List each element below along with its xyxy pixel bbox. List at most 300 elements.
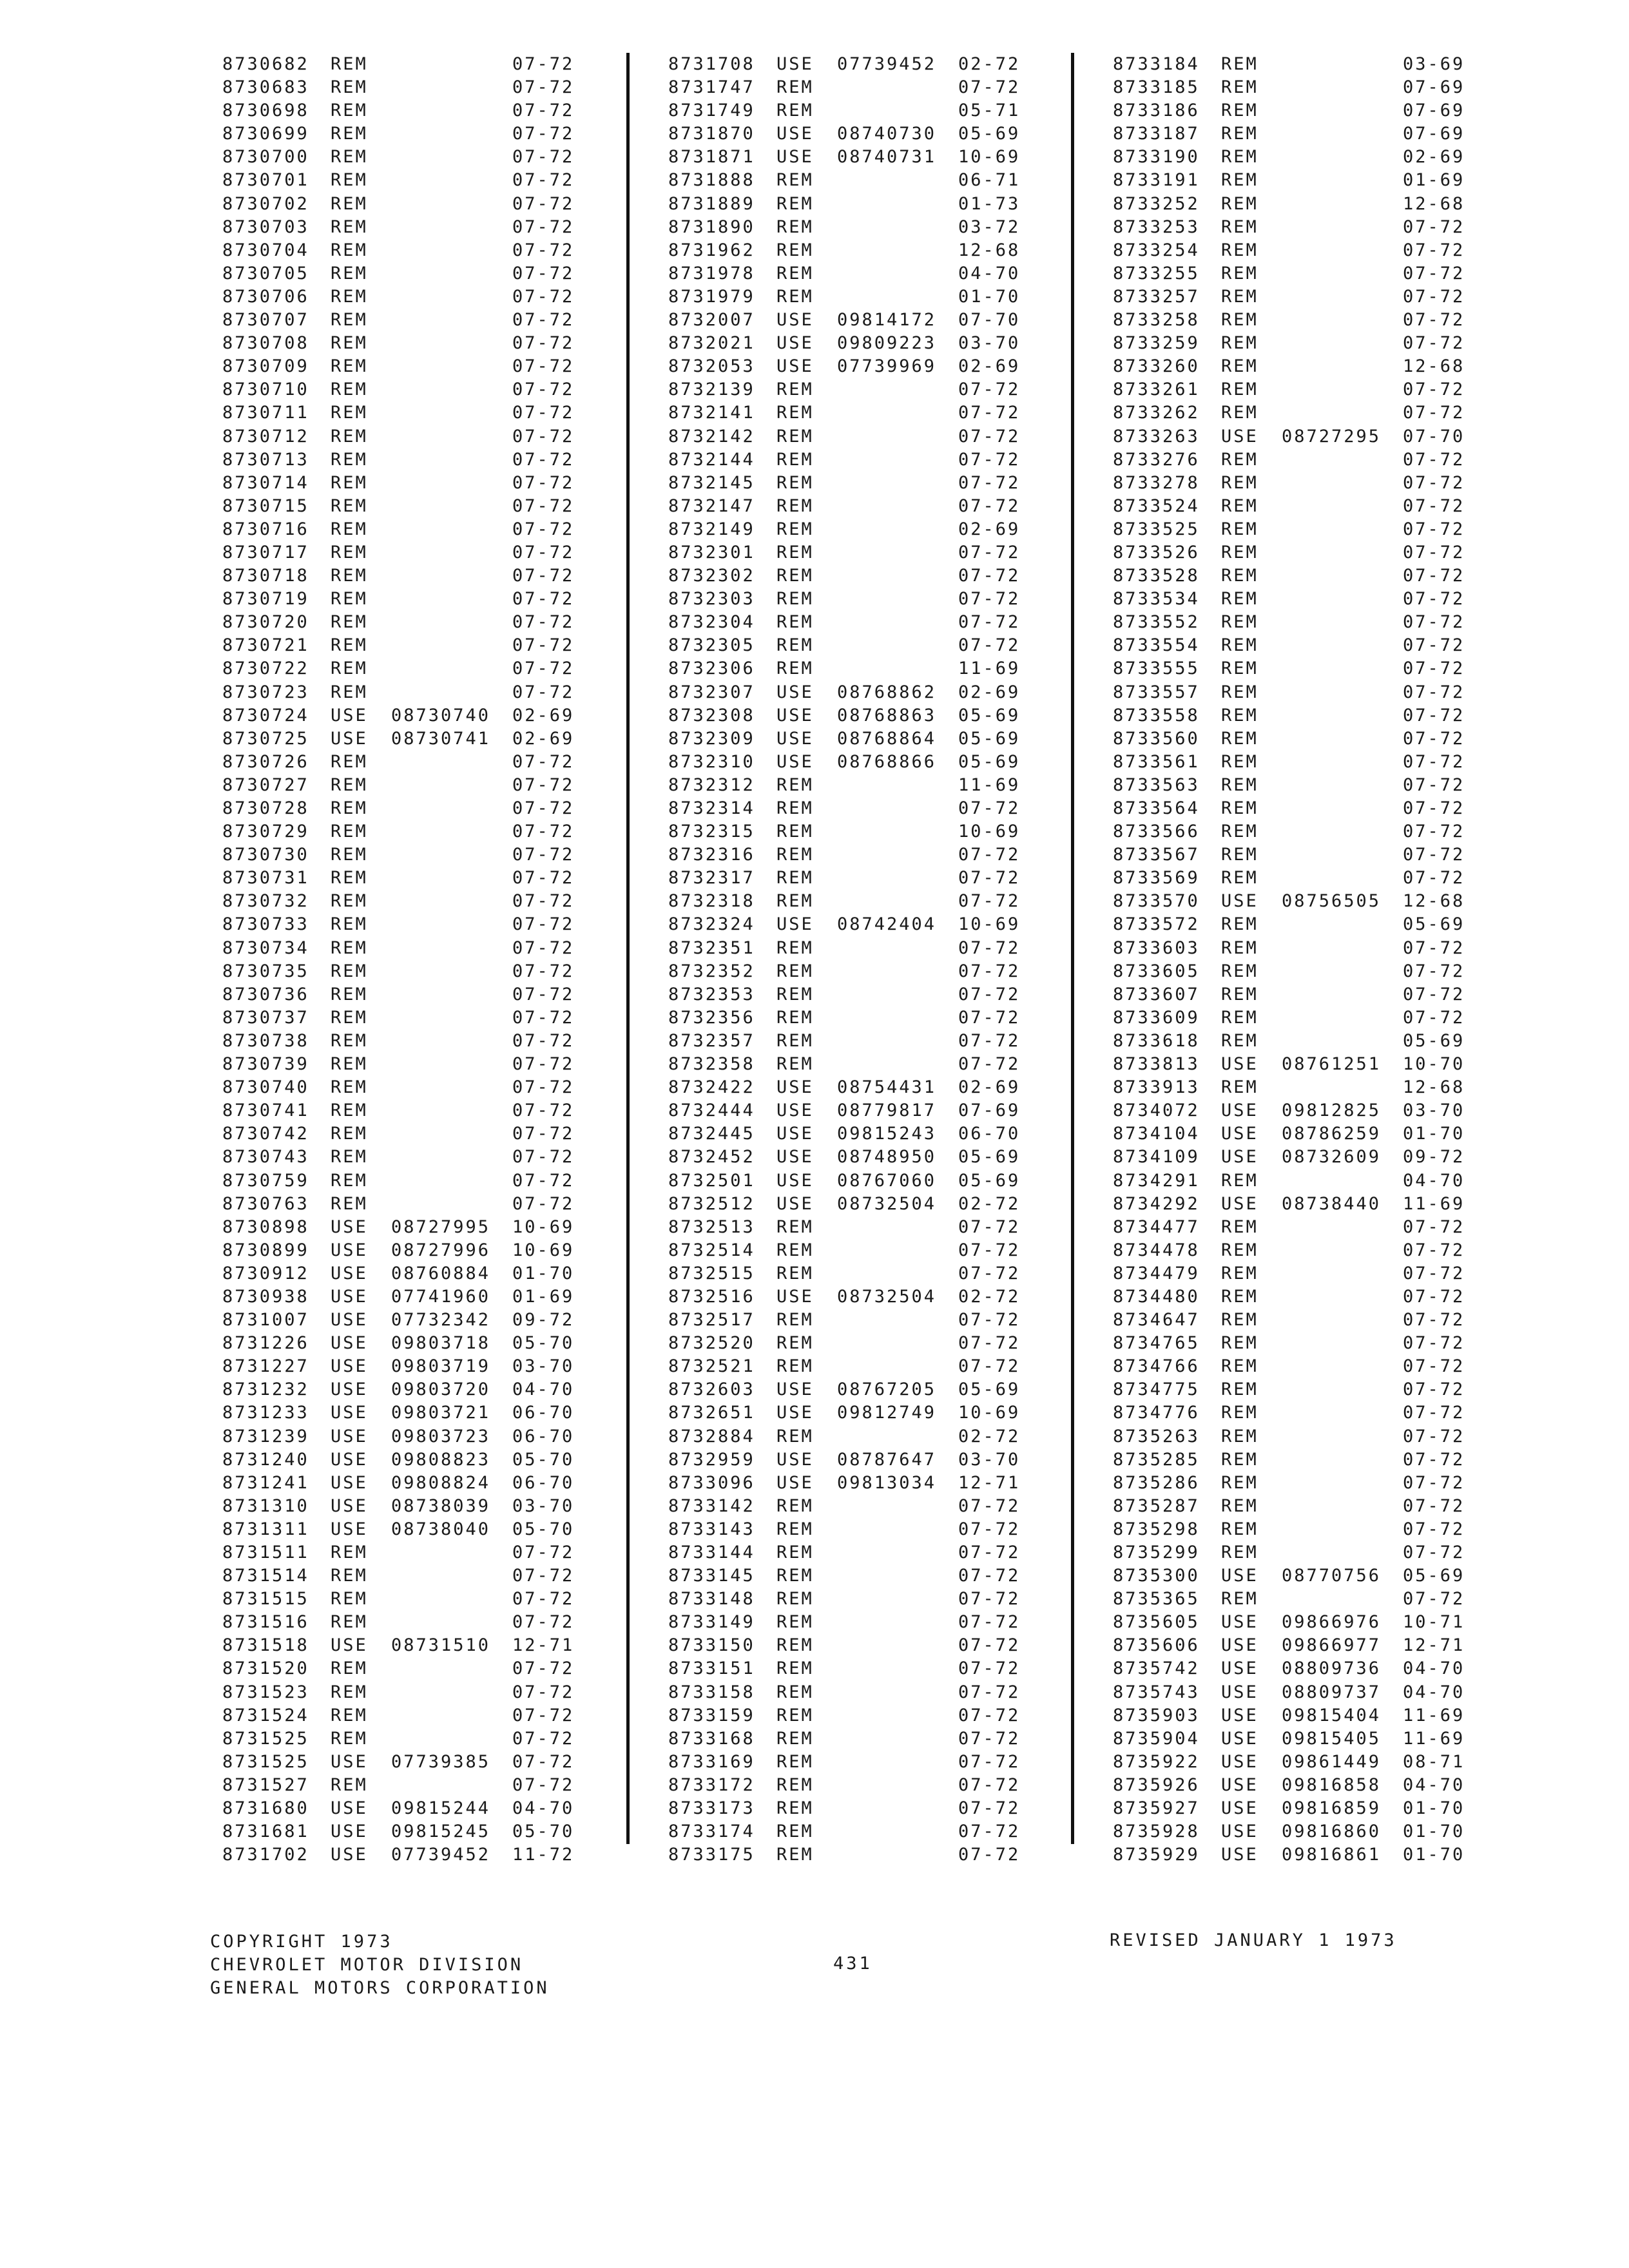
- replacement-part-number: 09815405: [1282, 1728, 1382, 1749]
- action-code: REM: [331, 1658, 368, 1679]
- part-number: 8733168: [668, 1728, 755, 1749]
- change-date: 12-68: [1403, 193, 1465, 214]
- change-date: 02-72: [958, 54, 1021, 74]
- action-code: REM: [776, 101, 814, 121]
- part-number: 8733526: [1113, 542, 1200, 562]
- footer-copyright-block: [210, 1930, 550, 2000]
- part-number: 8731871: [668, 147, 755, 168]
- action-code: REM: [1221, 1286, 1258, 1307]
- action-code: REM: [331, 403, 368, 423]
- part-number: 8730736: [222, 984, 309, 1004]
- part-row: [222, 1264, 583, 1287]
- change-date: 07-69: [958, 1100, 1021, 1121]
- replacement-part-number: 09812749: [837, 1403, 937, 1423]
- action-code: REM: [1221, 1379, 1258, 1400]
- part-number: 8730734: [222, 937, 309, 958]
- change-date: 07-72: [958, 1216, 1021, 1237]
- change-date: 07-72: [958, 1333, 1021, 1354]
- action-code: REM: [1221, 868, 1258, 889]
- action-code: USE: [1221, 1635, 1258, 1656]
- part-number: 8731511: [222, 1542, 309, 1562]
- action-code: REM: [331, 589, 368, 610]
- change-date: 11-69: [1403, 1728, 1465, 1749]
- part-row: [668, 1706, 1029, 1729]
- part-row: [1113, 77, 1474, 101]
- part-row: [222, 101, 583, 124]
- change-date: 10-69: [958, 914, 1021, 935]
- action-code: USE: [776, 914, 814, 935]
- part-number: 8735927: [1113, 1798, 1200, 1819]
- replacement-part-number: 09803723: [391, 1426, 491, 1446]
- part-row: [668, 356, 1029, 380]
- part-number: 8735286: [1113, 1472, 1200, 1493]
- change-date: 07-72: [1403, 472, 1465, 493]
- change-date: 02-69: [958, 356, 1021, 377]
- action-code: REM: [776, 1356, 814, 1377]
- action-code: REM: [776, 240, 814, 260]
- part-number: 8734765: [1113, 1333, 1200, 1354]
- part-number: 8733555: [1113, 658, 1200, 679]
- part-number: 8733260: [1113, 356, 1200, 377]
- change-date: 07-72: [512, 658, 575, 679]
- part-row: [1113, 264, 1474, 287]
- action-code: REM: [331, 1100, 368, 1121]
- action-code: REM: [1221, 472, 1258, 493]
- part-number: 8735903: [1113, 1705, 1200, 1725]
- change-date: 07-72: [958, 1682, 1021, 1702]
- part-number: 8733561: [1113, 751, 1200, 772]
- part-number: 8735605: [1113, 1612, 1200, 1633]
- part-row: [222, 566, 583, 589]
- change-date: 07-70: [1403, 426, 1465, 447]
- part-number: 8731241: [222, 1472, 309, 1493]
- action-code: REM: [776, 1426, 814, 1446]
- part-number: 8731747: [668, 77, 755, 98]
- part-row: [668, 543, 1029, 566]
- part-row: [222, 1194, 583, 1217]
- part-row: [222, 1379, 583, 1403]
- change-date: 01-69: [512, 1286, 575, 1307]
- change-date: 02-69: [958, 1077, 1021, 1098]
- change-date: 07-72: [958, 845, 1021, 865]
- part-number: 8731232: [222, 1379, 309, 1400]
- change-date: 07-72: [512, 589, 575, 610]
- part-row: [668, 427, 1029, 450]
- part-row: [222, 54, 583, 77]
- part-row: [668, 450, 1029, 473]
- action-code: USE: [1221, 1751, 1258, 1772]
- action-code: REM: [1221, 1170, 1258, 1191]
- part-number: 8733524: [1113, 495, 1200, 516]
- change-date: 07-72: [958, 891, 1021, 912]
- action-code: REM: [331, 1007, 368, 1028]
- part-row: [222, 1635, 583, 1658]
- action-code: USE: [776, 1147, 814, 1168]
- replacement-part-number: 08809737: [1282, 1682, 1382, 1702]
- part-row: [668, 1845, 1029, 1868]
- change-date: 06-71: [958, 170, 1021, 191]
- change-date: 07-72: [512, 380, 575, 400]
- part-number: 8730727: [222, 774, 309, 795]
- part-row: [1113, 612, 1474, 635]
- part-number: 8735926: [1113, 1774, 1200, 1795]
- part-row: [668, 1124, 1029, 1147]
- action-code: REM: [1221, 937, 1258, 958]
- part-row: [668, 1403, 1029, 1426]
- action-code: USE: [776, 1379, 814, 1400]
- change-date: 07-72: [512, 1124, 575, 1144]
- change-date: 07-72: [512, 101, 575, 121]
- part-row: [1113, 1658, 1474, 1682]
- action-code: USE: [776, 705, 814, 726]
- action-code: REM: [776, 380, 814, 400]
- action-code: REM: [331, 542, 368, 562]
- part-row: [668, 1798, 1029, 1821]
- change-date: 07-72: [958, 1658, 1021, 1679]
- part-number: 8733148: [668, 1589, 755, 1610]
- part-row: [668, 729, 1029, 752]
- action-code: USE: [331, 1798, 368, 1819]
- change-date: 07-72: [1403, 542, 1465, 562]
- action-code: REM: [776, 77, 814, 98]
- change-date: 02-69: [958, 682, 1021, 702]
- change-date: 10-69: [958, 822, 1021, 842]
- part-number: 8730704: [222, 240, 309, 260]
- part-row: [222, 891, 583, 914]
- action-code: USE: [1221, 1728, 1258, 1749]
- action-code: USE: [776, 1193, 814, 1214]
- action-code: REM: [1221, 77, 1258, 98]
- action-code: USE: [1221, 1774, 1258, 1795]
- action-code: USE: [776, 1077, 814, 1098]
- action-code: REM: [1221, 658, 1258, 679]
- change-date: 10-69: [512, 1240, 575, 1260]
- part-row: [222, 706, 583, 729]
- action-code: REM: [331, 519, 368, 539]
- change-date: 07-72: [512, 751, 575, 772]
- change-date: 04-70: [1403, 1170, 1465, 1191]
- part-row: [1113, 775, 1474, 798]
- change-date: 07-72: [1403, 682, 1465, 702]
- replacement-part-number: 08756505: [1282, 891, 1382, 912]
- part-number: 8733572: [1113, 914, 1200, 935]
- action-code: REM: [776, 542, 814, 562]
- part-number: 8733255: [1113, 263, 1200, 284]
- change-date: 07-72: [1403, 519, 1465, 539]
- part-row: [222, 1519, 583, 1542]
- part-number: 8731870: [668, 124, 755, 144]
- action-code: USE: [331, 1449, 368, 1470]
- part-number: 8732308: [668, 705, 755, 726]
- change-date: 02-72: [958, 1286, 1021, 1307]
- action-code: REM: [1221, 333, 1258, 354]
- part-row: [668, 287, 1029, 310]
- action-code: REM: [1221, 1216, 1258, 1237]
- change-date: 07-72: [512, 1612, 575, 1633]
- part-row: [1113, 1147, 1474, 1170]
- part-number: 8730683: [222, 77, 309, 98]
- action-code: REM: [776, 1728, 814, 1749]
- action-code: USE: [1221, 1054, 1258, 1075]
- change-date: 07-69: [1403, 101, 1465, 121]
- action-code: REM: [331, 1147, 368, 1168]
- change-date: 07-72: [958, 868, 1021, 889]
- part-row: [1113, 1845, 1474, 1868]
- part-number: 8731525: [222, 1751, 309, 1772]
- change-date: 07-72: [512, 1774, 575, 1795]
- action-code: REM: [1221, 566, 1258, 586]
- replacement-part-number: 08727295: [1282, 426, 1382, 447]
- action-code: REM: [1221, 170, 1258, 191]
- part-row: [668, 845, 1029, 868]
- part-number: 8731311: [222, 1519, 309, 1539]
- change-date: 07-72: [512, 914, 575, 935]
- part-row: [222, 77, 583, 101]
- part-number: 8733187: [1113, 124, 1200, 144]
- part-number: 8730722: [222, 658, 309, 679]
- change-date: 07-72: [512, 77, 575, 98]
- action-code: USE: [331, 1263, 368, 1283]
- change-date: 07-72: [1403, 798, 1465, 818]
- part-number: 8733144: [668, 1542, 755, 1562]
- part-number: 8732316: [668, 845, 755, 865]
- change-date: 02-69: [512, 728, 575, 749]
- replacement-part-number: 09815245: [391, 1821, 491, 1842]
- part-number: 8733142: [668, 1495, 755, 1516]
- part-number: 8731889: [668, 193, 755, 214]
- part-number: 8730763: [222, 1193, 309, 1214]
- replacement-part-number: 08738039: [391, 1495, 491, 1516]
- part-row: [1113, 1194, 1474, 1217]
- action-code: REM: [331, 635, 368, 656]
- change-date: 07-72: [1403, 566, 1465, 586]
- part-row: [222, 1682, 583, 1706]
- change-date: 03-70: [958, 333, 1021, 354]
- part-number: 8730732: [222, 891, 309, 912]
- change-date: 07-72: [512, 961, 575, 981]
- part-row: [222, 310, 583, 333]
- replacement-part-number: 09814172: [837, 310, 937, 331]
- change-date: 02-69: [512, 705, 575, 726]
- part-number: 8732309: [668, 728, 755, 749]
- part-number: 8730724: [222, 705, 309, 726]
- part-row: [1113, 1775, 1474, 1798]
- replacement-part-number: 09816860: [1282, 1821, 1382, 1842]
- part-row: [222, 1054, 583, 1077]
- action-code: REM: [1221, 356, 1258, 377]
- replacement-part-number: 09808824: [391, 1472, 491, 1493]
- action-code: REM: [331, 658, 368, 679]
- action-code: REM: [331, 472, 368, 493]
- action-code: USE: [776, 333, 814, 354]
- action-code: REM: [1221, 1449, 1258, 1470]
- replacement-part-number: 08727996: [391, 1240, 491, 1260]
- action-code: REM: [776, 1519, 814, 1539]
- action-code: REM: [331, 263, 368, 284]
- replacement-part-number: 09815243: [837, 1124, 937, 1144]
- part-number: 8733143: [668, 1519, 755, 1539]
- change-date: 04-70: [1403, 1774, 1465, 1795]
- replacement-part-number: 09808823: [391, 1449, 491, 1470]
- part-number: 8732145: [668, 472, 755, 493]
- action-code: REM: [1221, 589, 1258, 610]
- action-code: USE: [1221, 1193, 1258, 1214]
- part-row: [222, 1124, 583, 1147]
- action-code: USE: [776, 751, 814, 772]
- action-code: REM: [776, 1821, 814, 1842]
- part-number: 8734292: [1113, 1193, 1200, 1214]
- part-row: [668, 310, 1029, 333]
- part-number: 8732603: [668, 1379, 755, 1400]
- part-row: [222, 450, 583, 473]
- change-date: 07-72: [512, 1007, 575, 1028]
- action-code: REM: [331, 891, 368, 912]
- part-row: [222, 961, 583, 985]
- column-divider: [1071, 53, 1074, 1844]
- part-number: 8731515: [222, 1589, 309, 1610]
- replacement-part-number: 09813034: [837, 1472, 937, 1493]
- part-number: 8730720: [222, 612, 309, 633]
- part-row: [1113, 124, 1474, 147]
- replacement-part-number: 08742404: [837, 914, 937, 935]
- change-date: 07-72: [512, 1100, 575, 1121]
- change-date: 07-72: [512, 937, 575, 958]
- change-date: 01-70: [512, 1263, 575, 1283]
- part-number: 8732303: [668, 589, 755, 610]
- part-row: [668, 914, 1029, 937]
- part-number: 8735742: [1113, 1658, 1200, 1679]
- change-date: 05-69: [958, 124, 1021, 144]
- change-date: 09-72: [512, 1310, 575, 1331]
- part-number: 8731979: [668, 286, 755, 307]
- part-number: 8732651: [668, 1403, 755, 1423]
- part-row: [222, 1775, 583, 1798]
- part-row: [222, 1171, 583, 1194]
- change-date: 12-68: [1403, 1077, 1465, 1098]
- part-number: 8733554: [1113, 635, 1200, 656]
- change-date: 07-72: [1403, 589, 1465, 610]
- change-date: 07-72: [512, 1147, 575, 1168]
- part-row: [1113, 1171, 1474, 1194]
- part-row: [1113, 519, 1474, 543]
- part-number: 8730899: [222, 1240, 309, 1260]
- part-number: 8730938: [222, 1286, 309, 1307]
- action-code: REM: [1221, 1240, 1258, 1260]
- part-row: [1113, 310, 1474, 333]
- action-code: USE: [331, 1310, 368, 1331]
- action-code: REM: [776, 1682, 814, 1702]
- change-date: 07-72: [1403, 1356, 1465, 1377]
- part-number: 8734775: [1113, 1379, 1200, 1400]
- part-row: [668, 1635, 1029, 1658]
- part-row: [668, 217, 1029, 240]
- part-row: [222, 1077, 583, 1100]
- replacement-part-number: 08809736: [1282, 1658, 1382, 1679]
- change-date: 07-72: [512, 822, 575, 842]
- part-number: 8733567: [1113, 845, 1200, 865]
- part-number: 8732302: [668, 566, 755, 586]
- action-code: REM: [776, 1216, 814, 1237]
- part-row: [222, 1403, 583, 1426]
- action-code: USE: [1221, 1658, 1258, 1679]
- action-code: REM: [1221, 705, 1258, 726]
- change-date: 07-72: [512, 472, 575, 493]
- change-date: 07-72: [958, 1612, 1021, 1633]
- change-date: 07-72: [1403, 1472, 1465, 1493]
- action-code: USE: [776, 1100, 814, 1121]
- change-date: 07-72: [958, 612, 1021, 633]
- part-number: 8731233: [222, 1403, 309, 1423]
- change-date: 07-72: [958, 1566, 1021, 1586]
- part-row: [668, 101, 1029, 124]
- part-row: [1113, 822, 1474, 845]
- action-code: REM: [1221, 310, 1258, 331]
- change-date: 10-71: [1403, 1612, 1465, 1633]
- action-code: USE: [1221, 1147, 1258, 1168]
- part-row: [1113, 961, 1474, 985]
- action-code: REM: [776, 426, 814, 447]
- action-code: USE: [331, 1403, 368, 1423]
- action-code: REM: [776, 635, 814, 656]
- part-number: 8733145: [668, 1566, 755, 1586]
- action-code: USE: [331, 1240, 368, 1260]
- replacement-part-number: 08738040: [391, 1519, 491, 1539]
- part-number: 8733254: [1113, 240, 1200, 260]
- part-row: [668, 1450, 1029, 1473]
- action-code: REM: [1221, 682, 1258, 702]
- part-row: [1113, 1264, 1474, 1287]
- change-date: 07-72: [512, 310, 575, 331]
- change-date: 07-72: [958, 1240, 1021, 1260]
- replacement-part-number: 09803720: [391, 1379, 491, 1400]
- action-code: REM: [776, 1774, 814, 1795]
- part-row: [222, 1589, 583, 1612]
- part-row: [668, 658, 1029, 682]
- part-row: [222, 1729, 583, 1752]
- part-row: [222, 1706, 583, 1729]
- part-number: 8732301: [668, 542, 755, 562]
- part-number: 8733151: [668, 1658, 755, 1679]
- part-number: 8732144: [668, 449, 755, 470]
- action-code: REM: [331, 333, 368, 354]
- part-number: 8733560: [1113, 728, 1200, 749]
- replacement-part-number: 08761251: [1282, 1054, 1382, 1075]
- action-code: USE: [1221, 1612, 1258, 1633]
- part-row: [222, 496, 583, 519]
- change-date: 07-72: [512, 1542, 575, 1562]
- change-date: 07-72: [512, 1728, 575, 1749]
- action-code: REM: [1221, 1263, 1258, 1283]
- part-number: 8732512: [668, 1193, 755, 1214]
- part-row: [1113, 1124, 1474, 1147]
- part-number: 8731702: [222, 1845, 309, 1865]
- action-code: USE: [776, 1286, 814, 1307]
- part-number: 8733257: [1113, 286, 1200, 307]
- change-date: 10-69: [512, 1216, 575, 1237]
- change-date: 07-69: [1403, 124, 1465, 144]
- change-date: 07-72: [512, 984, 575, 1004]
- part-number: 8733607: [1113, 984, 1200, 1004]
- action-code: REM: [331, 449, 368, 470]
- part-number: 8730714: [222, 472, 309, 493]
- part-number: 8733184: [1113, 54, 1200, 74]
- change-date: 07-72: [512, 845, 575, 865]
- change-date: 07-72: [512, 426, 575, 447]
- part-number: 8731227: [222, 1356, 309, 1377]
- action-code: REM: [776, 774, 814, 795]
- replacement-part-number: 09816859: [1282, 1798, 1382, 1819]
- part-number: 8732149: [668, 519, 755, 539]
